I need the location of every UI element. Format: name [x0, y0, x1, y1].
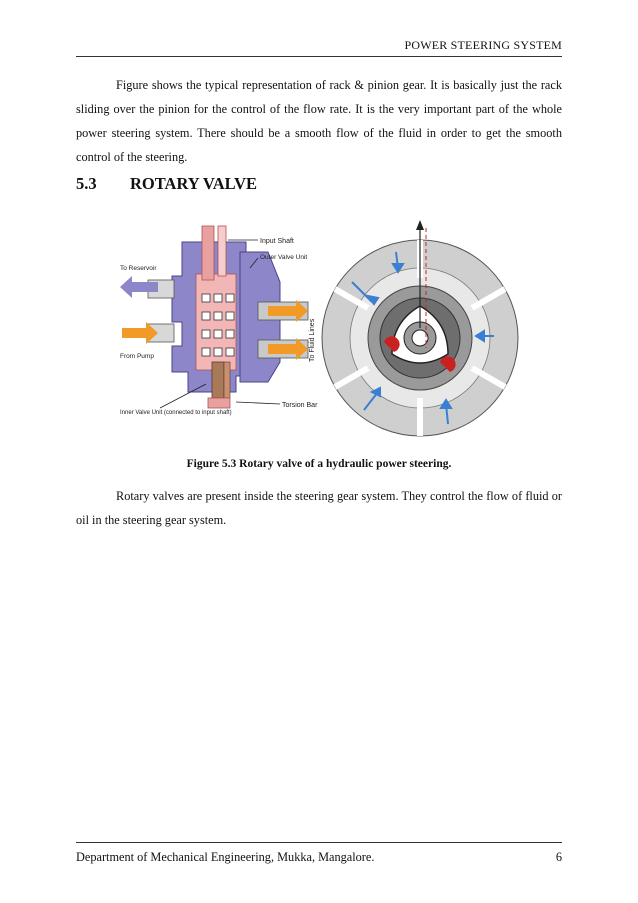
label-outer-valve: Outer Valve Unit	[260, 254, 308, 261]
section-heading	[76, 174, 257, 194]
page-number: 6	[555, 850, 562, 864]
paragraph-rotary-valves	[76, 484, 562, 532]
label-from-pump: From Pump	[120, 353, 154, 360]
valve-cross-section	[118, 212, 328, 444]
figure-caption: Figure 5.3 Rotary valve of a hydraulic power steering.	[186, 458, 452, 470]
paragraph-text: Rotary valves are present inside the steering gear system. They control the flow of fluid or oil in the steering gear system.	[76, 489, 562, 527]
header-divider	[76, 56, 562, 57]
footer-department: Department of Mechanical Engineering, Mukka, Mangalore.	[76, 850, 375, 864]
footer-divider	[76, 842, 562, 843]
paragraph-rack-pinion	[76, 73, 562, 169]
page-footer	[76, 850, 562, 865]
label-to-reservoir: To Reservoir	[120, 265, 157, 272]
label-input-shaft: Input Shaft	[260, 238, 294, 245]
label-to-fluid-lines: To Fluid Lines	[309, 318, 316, 362]
section-number: 5.3	[76, 174, 97, 193]
rotary-disc-diagram	[322, 220, 518, 436]
rotary-valve-figure	[118, 212, 522, 444]
section-title: ROTARY VALVE	[130, 174, 258, 193]
running-header: POWER STEERING SYSTEM	[404, 38, 562, 52]
label-torsion-bar: Torsion Bar	[282, 402, 318, 409]
label-inner-valve: Inner Valve Unit (connected to input shaft)	[120, 410, 232, 416]
paragraph-text: Figure shows the typical representation of rack & pinion gear. It is basically just the rack sliding over the pinion for the control of the flow rate. It is the very important part of the whole power steering system. There should be a smooth flow of the fluid in order to get the smooth control of the steering.	[76, 78, 562, 164]
